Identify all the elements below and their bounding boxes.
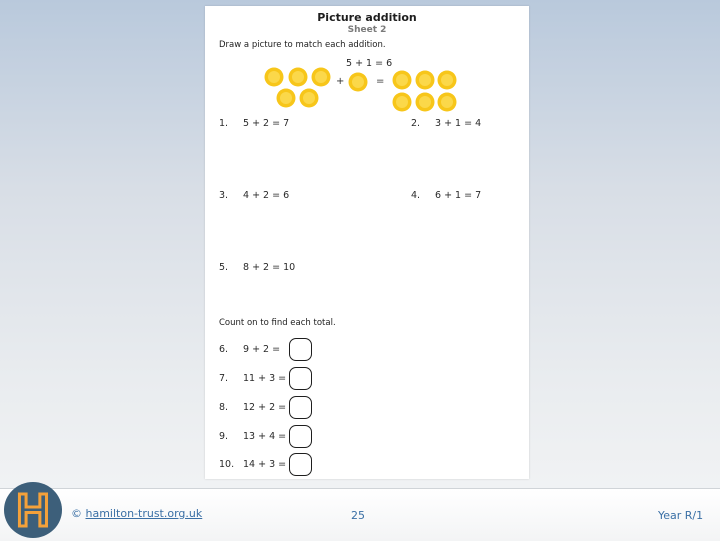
page-subtitle: Sheet 2	[347, 25, 387, 35]
question-9: 9. 13 + 4 =	[219, 431, 287, 442]
sun-icon	[415, 92, 435, 112]
answer-box-8[interactable]	[289, 396, 312, 419]
question-7: 7. 11 + 3 =	[219, 373, 287, 384]
sun-icon	[299, 88, 319, 108]
count-instruction: Count on to find each total.	[219, 318, 336, 328]
plus-sign: +	[336, 76, 345, 87]
question-1: 1. 5 + 2 = 7	[219, 118, 290, 129]
sun-icon	[415, 70, 435, 90]
question-3: 3. 4 + 2 = 6	[219, 190, 290, 201]
sun-icon	[392, 70, 412, 90]
sun-icon	[437, 70, 457, 90]
worksheet-page	[205, 6, 529, 479]
hamilton-logo-icon	[3, 481, 63, 539]
question-2: 2. 3 + 1 = 4	[411, 118, 482, 129]
answer-box-10[interactable]	[289, 453, 312, 476]
question-10: 10. 14 + 3 =	[219, 459, 287, 470]
draw-instruction: Draw a picture to match each addition.	[219, 40, 386, 50]
sun-icon	[311, 67, 331, 87]
sun-icon	[348, 72, 368, 92]
question-8: 8. 12 + 2 =	[219, 402, 287, 413]
copyright-symbol: ©	[71, 507, 82, 520]
logo-letter: H	[16, 484, 50, 536]
year-group: Year R/1	[658, 509, 704, 522]
sun-icon	[288, 67, 308, 87]
example-equation: 5 + 1 = 6	[346, 58, 393, 69]
sun-icon	[276, 88, 296, 108]
sun-icon	[264, 67, 284, 87]
question-5: 5. 8 + 2 = 10	[219, 262, 296, 273]
sun-icon	[437, 92, 457, 112]
page-number: 25	[351, 509, 365, 522]
question-6: 6. 9 + 2 =	[219, 344, 281, 355]
answer-box-7[interactable]	[289, 367, 312, 390]
answer-box-9[interactable]	[289, 425, 312, 448]
page-title: Picture addition	[317, 11, 417, 24]
sun-icon	[392, 92, 412, 112]
question-4: 4. 6 + 1 = 7	[411, 190, 482, 201]
copyright-notice	[71, 507, 202, 520]
equals-sign: =	[376, 76, 385, 87]
hamilton-trust-link[interactable]: hamilton-trust.org.uk	[85, 507, 203, 520]
answer-box-6[interactable]	[289, 338, 312, 361]
